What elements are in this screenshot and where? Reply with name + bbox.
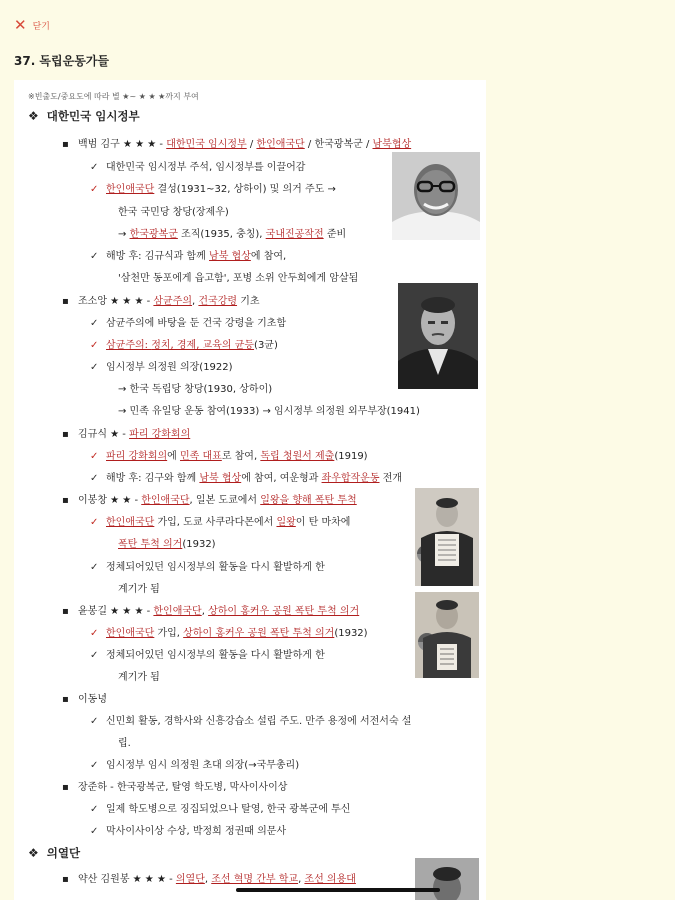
list-item-continued: → 한국광복군 조직(1935, 충칭), 국내진공작전 준비	[118, 229, 347, 240]
kimgu-photo	[392, 152, 480, 240]
close-button[interactable]	[14, 18, 50, 33]
entry-leebongchang: ▪ 이봉창 ★ ★ - 한인애국단, 일본 도쿄에서 일왕을 향해 폭탄 투척	[62, 495, 357, 506]
check-icon: ✓	[90, 628, 99, 639]
list-item: ✓ 한인애국단 가입, 상하이 홍커우 공원 폭탄 투척 의거(1932)	[90, 628, 368, 639]
check-icon: ✓	[90, 650, 99, 661]
bullet-icon: ▪	[62, 606, 69, 617]
diamond-bullet-icon: ❖	[28, 846, 39, 860]
home-indicator	[236, 888, 440, 892]
check-icon: ✓	[90, 804, 99, 815]
entry-kimwonbong: ▪ 약산 김원봉 ★ ★ ★ - 의열단, 조선 혁명 간부 학교, 조선 의용대	[62, 874, 356, 885]
bullet-icon: ▪	[62, 495, 69, 506]
check-icon: ✓	[90, 318, 99, 329]
list-item: ✓ 해방 후: 김규식과 함께 남북 협상에 참여,	[90, 251, 287, 262]
list-item-continued: → 민족 유일당 운동 참여(1933) → 임시정부 의정원 외무부장(1941)	[118, 406, 420, 417]
close-icon: ✕	[14, 16, 27, 34]
list-item: ✓ 해방 후: 김구와 함께 남북 협상에 참여, 여운형과 좌우합작운동 전개	[90, 473, 403, 484]
bullet-icon: ▪	[62, 782, 69, 793]
section-heading-uiyeoldan: ❖ 의열단	[28, 846, 81, 860]
entry-kimgu: ▪ 백범 김구 ★ ★ ★ - 대한민국 임시정부 / 한인애국단 / 한국광복군 / 남북협상	[62, 139, 412, 150]
check-icon: ✓	[90, 517, 99, 528]
leebongchang-photo	[415, 488, 479, 586]
entry-jangjunha: ▪ 장준하 - 한국광복군, 탈영 학도병, 막사이사이상	[62, 782, 288, 793]
bullet-icon: ▪	[62, 694, 69, 705]
list-item: ✓ 임시정부 의정원 의장(1922)	[90, 362, 233, 373]
entry-yunbonggil: ▪ 윤봉길 ★ ★ ★ - 한인애국단, 상하이 홍커우 공원 폭탄 투척 의거	[62, 606, 360, 617]
list-item: ✓ 임시정부 임시 의정원 초대 의장(→국무총리)	[90, 760, 300, 771]
list-item-continued: '삼천만 동포에게 읍고함', 포병 소위 안두희에게 암살됨	[118, 273, 359, 284]
list-item: ✓ 한인애국단 가입, 도쿄 사쿠라다몬에서 일왕이 탄 마차에	[90, 517, 351, 528]
check-icon: ✓	[90, 162, 99, 173]
check-icon: ✓	[90, 760, 99, 771]
list-item: ✓ 대한민국 임시정부 주석, 임시정부를 이끌어감	[90, 162, 306, 173]
list-item-continued: → 한국 독립당 창당(1930, 상하이)	[118, 384, 273, 395]
check-icon: ✓	[90, 716, 99, 727]
check-icon: ✓	[90, 251, 99, 262]
list-item-continued: 한국 국민당 창당(장제우)	[118, 207, 229, 218]
entry-leedongnyeong: ▪ 이동녕	[62, 694, 107, 705]
list-item: ✓ 삼균주의: 정치, 경제, 교육의 균등(3균)	[90, 340, 278, 351]
josoang-photo	[398, 283, 478, 389]
legend-note: ※빈출도/중요도에 따라 별 ★~ ★ ★ ★까지 부여	[28, 92, 199, 101]
list-item: ✓ 삼균주의에 바탕을 둔 건국 강령을 기초함	[90, 318, 287, 329]
page-title: 37. 독립운동가들	[14, 54, 109, 68]
check-icon: ✓	[90, 451, 99, 462]
check-icon: ✓	[90, 340, 99, 351]
bullet-icon: ▪	[62, 429, 69, 440]
list-item: ✓ 막사이사이상 수상, 박정희 정권때 의문사	[90, 826, 287, 837]
list-item: ✓ 파리 강화회의에 민족 대표로 참여, 독립 청원서 제출(1919)	[90, 451, 368, 462]
list-item-continued: 폭탄 투척 의거(1932)	[118, 539, 216, 550]
yunbonggil-photo	[415, 592, 479, 678]
list-item: ✓ 정체되어있던 임시정부의 활동을 다시 활발하게 한	[90, 562, 325, 573]
list-item: ✓ 정체되어있던 임시정부의 활동을 다시 활발하게 한	[90, 650, 325, 661]
document-page[interactable]	[14, 80, 486, 900]
section-heading-provisional-government: ❖ 대한민국 임시정부	[28, 109, 140, 123]
kimwonbong-photo	[415, 858, 479, 900]
check-icon: ✓	[90, 562, 99, 573]
close-label: 닫기	[32, 22, 50, 32]
check-icon: ✓	[90, 184, 99, 195]
bullet-icon: ▪	[62, 139, 69, 150]
check-icon: ✓	[90, 362, 99, 373]
list-item: ✓ 일제 학도병으로 징집되었으나 탈영, 한국 광복군에 투신	[90, 804, 351, 815]
check-icon: ✓	[90, 473, 99, 484]
check-icon: ✓	[90, 826, 99, 837]
list-item-continued: 계기가 됨	[118, 584, 160, 595]
list-item: ✓ 한인애국단 결성(1931~32, 상하이) 및 의거 주도 →	[90, 184, 336, 195]
entry-josoang: ▪ 조소앙 ★ ★ ★ - 삼균주의, 건국강령 기초	[62, 296, 260, 307]
list-item-continued: 계기가 됨	[118, 672, 160, 683]
list-item-continued: 립.	[118, 738, 131, 749]
list-item: ✓ 신민회 활동, 경학사와 신흥강습소 설립 주도. 만주 용정에 서전서숙 설	[90, 716, 412, 727]
bullet-icon: ▪	[62, 296, 69, 307]
diamond-bullet-icon: ❖	[28, 109, 39, 123]
bullet-icon: ▪	[62, 874, 69, 885]
entry-kimgyusik: ▪ 김규식 ★ - 파리 강화회의	[62, 429, 191, 440]
